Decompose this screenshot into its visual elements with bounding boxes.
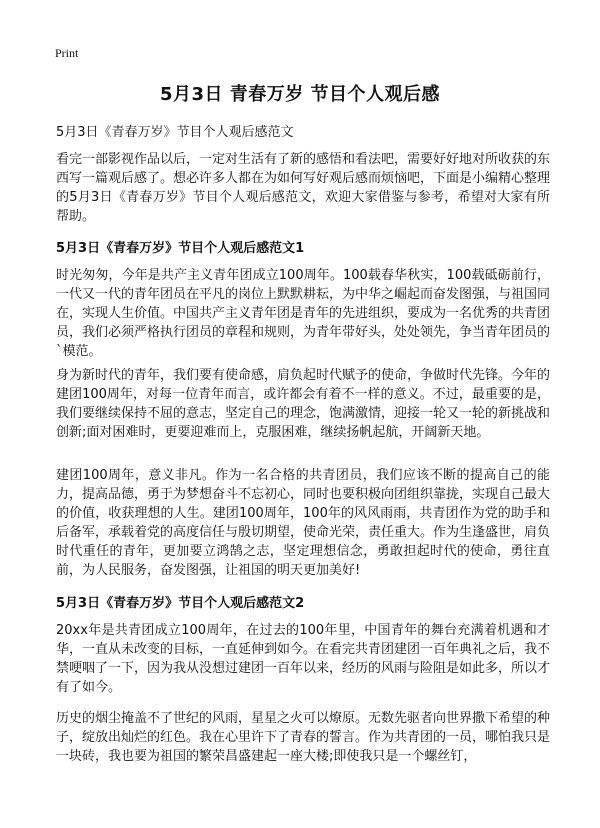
intro-paragraph: 看完一部影视作品以后，一定对生活有了新的感悟和看法吧，需要好好地对所收获的东西写一篇观后感了。想必许多人都在为如何写好观后感而烦恼吧，下面是小编精心整理的5月3日《青春万岁》节目个人观后感范文，欢迎大家借鉴与参考，希望对大家有所帮助。 bbox=[56, 152, 551, 224]
section-2-heading: 5月3日《青春万岁》节目个人观后感范文2 bbox=[56, 596, 305, 611]
print-label: Print bbox=[55, 46, 79, 60]
document-subtitle: 5月3日《青春万岁》节目个人观后感范文 bbox=[56, 125, 294, 140]
section-1-paragraph-2: 身为新时代的青年，我们要有使命感，肩负起时代赋予的使命，争做时代先锋。今年的建团100周年，对每一位青年而言，或许都会有着不一样的意义。不过，最重要的是，我们要继续保持不屈的意志，坚定自己的理念，饱满激情，迎接一轮又一轮的新挑战和创新;面对困难时，更要迎难而上，克服困难，继续扬帆起航，开阔新天地。 bbox=[56, 368, 551, 440]
page-title: 5月3日 青春万岁 节目个人观后感 bbox=[159, 84, 441, 105]
section-1-paragraph-3: 建团100周年，意义非凡。作为一名合格的共青团员，我们应该不断的提高自己的能力，提高品德，勇于为梦想奋斗不忘初心，同时也要积极向团组织靠拢，实现自己最大的价值，收获理想的人生。建团100周年，100年的风风雨雨，共青团作为党的助手和后备军，承载着党的高度信任与殷切期望，使命光荣，责任重大。作为生逢盛世，肩负时代重任的青年，更加要立鸿鹄之志，坚定理想信念，勇敢担起时代的使命，勇往直前，为人民服务，奋发图强，让祖国的明天更加美好! bbox=[56, 468, 551, 578]
section-1-paragraph-1: 时光匆匆，今年是共产主义青年团成立100周年。100载春华秋实，100载砥砺前行，一代又一代的青年团员在平凡的岗位上默默耕耘，为中华之崛起而奋发图强，与祖国同在，实现人生价值。中国共产主义青年团是青年的先进组织，要成为一名优秀的共青团员，我们必须严格执行团员的章程和规则，为青年带好头，处处领先，争当青年团员的`模范。 bbox=[56, 268, 551, 359]
section-2-paragraph-1: 20xx年是共青团成立100周年，在过去的100年里，中国青年的舞台充满着机遇和才华，一直从未改变的目标，一直延伸到如今。在看完共青团建团一百年典礼之后，我不禁哽咽了一下，因为我从没想过建团一百年以来，经历的风雨与险阻是如此多，所以才有了如今。 bbox=[56, 623, 551, 695]
section-1-heading: 5月3日《青春万岁》节目个人观后感范文1 bbox=[56, 241, 305, 256]
section-2-paragraph-2: 历史的烟尘掩盖不了世纪的风雨，星星之火可以燎原。无数先驱者向世界撒下希望的种子，绽放出灿烂的红色。我在心里许下了青春的誓言。作为共青团的一员，哪怕我只是一块砖，我也要为祖国的繁荣昌盛建起一座大楼;即使我只是一个螺丝钉， bbox=[56, 711, 551, 764]
